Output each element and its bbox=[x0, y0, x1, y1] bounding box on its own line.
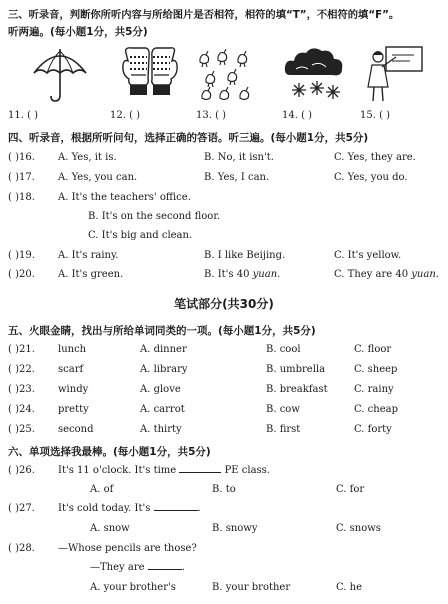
q22-option-b: B. umbrella bbox=[266, 364, 326, 375]
question-26-options bbox=[0, 484, 448, 500]
q18-option-a: A. It's the teachers' office. bbox=[58, 192, 191, 203]
q26-option-b: B. to bbox=[212, 484, 236, 495]
q27-number[interactable]: ( )27. bbox=[8, 503, 35, 514]
q20-option-a: A. It's green. bbox=[58, 269, 124, 280]
question-24 bbox=[0, 404, 448, 420]
chickens-icon bbox=[196, 45, 258, 103]
section3-instructions-line1: 三、听录音，判断你所听内容与所给图片是否相符，相符的填“T”，不相符的填“F”。 bbox=[8, 9, 400, 21]
q27-option-b: B. snowy bbox=[212, 523, 258, 534]
snowy-weather-icon bbox=[282, 45, 346, 103]
q17-option-c: C. Yes, you do. bbox=[334, 172, 408, 183]
q20-number[interactable]: ( )20. bbox=[8, 269, 35, 280]
answer-14[interactable]: 14. ( ) bbox=[282, 110, 313, 121]
q26-option-a: A. of bbox=[90, 484, 114, 495]
question-27 bbox=[0, 503, 448, 519]
q24-option-c: C. cheap bbox=[354, 404, 398, 415]
question-28 bbox=[0, 543, 448, 559]
q26-number[interactable]: ( )26. bbox=[8, 465, 35, 476]
q17-number[interactable]: ( )17. bbox=[8, 172, 35, 183]
q17-option-b: B. Yes, I can. bbox=[204, 172, 270, 183]
q28-blank[interactable] bbox=[148, 569, 182, 570]
q20-option-b: B. It's 40 yuan. bbox=[204, 269, 281, 280]
q22-option-a: A. library bbox=[140, 364, 188, 375]
q19-number[interactable]: ( )19. bbox=[8, 250, 35, 261]
question-20 bbox=[0, 269, 448, 285]
q19-option-a: A. It's rainy. bbox=[58, 250, 119, 261]
q28-option-b: B. your brother bbox=[212, 582, 291, 593]
mittens-icon bbox=[120, 45, 180, 103]
q18-option-b: B. It's on the second floor. bbox=[88, 211, 221, 222]
question-28-line2 bbox=[0, 562, 448, 578]
q27-blank[interactable] bbox=[154, 510, 198, 511]
section3-instructions-line2: 听两遍。(每小题1分，共5分) bbox=[8, 26, 148, 38]
question-18 bbox=[0, 192, 448, 208]
q26-stem: It's 11 o'clock. It's time PE class. bbox=[58, 465, 270, 476]
answer-12[interactable]: 12. ( ) bbox=[110, 110, 141, 121]
question-16 bbox=[0, 152, 448, 168]
q28-option-a: A. your brother's bbox=[90, 582, 176, 593]
answer-15[interactable]: 15. ( ) bbox=[360, 110, 391, 121]
q25-number[interactable]: ( )25. bbox=[8, 424, 35, 435]
q19-option-c: C. It's yellow. bbox=[334, 250, 402, 261]
q24-number[interactable]: ( )24. bbox=[8, 404, 35, 415]
question-27-options bbox=[0, 523, 448, 539]
q18-number[interactable]: ( )18. bbox=[8, 192, 35, 203]
q16-option-c: C. Yes, they are. bbox=[334, 152, 416, 163]
q21-option-a: A. dinner bbox=[140, 344, 187, 355]
q22-word: scarf bbox=[58, 364, 84, 375]
q24-option-b: B. cow bbox=[266, 404, 300, 415]
q21-number[interactable]: ( )21. bbox=[8, 344, 35, 355]
answer-13[interactable]: 13. ( ) bbox=[196, 110, 227, 121]
q28-stem: —Whose pencils are those? bbox=[58, 543, 197, 554]
q22-number[interactable]: ( )22. bbox=[8, 364, 35, 375]
question-23 bbox=[0, 384, 448, 400]
q25-option-c: C. forty bbox=[354, 424, 392, 435]
question-22 bbox=[0, 364, 448, 380]
q16-option-a: A. Yes, it is. bbox=[58, 152, 117, 163]
q26-option-c: C. for bbox=[336, 484, 365, 495]
q16-number[interactable]: ( )16. bbox=[8, 152, 35, 163]
section6-instructions: 六、单项选择我最棒。(每小题1分，共5分) bbox=[8, 446, 211, 458]
question-28-options bbox=[0, 582, 448, 598]
q23-option-c: C. rainy bbox=[354, 384, 394, 395]
q21-word: lunch bbox=[58, 344, 87, 355]
q27-option-c: C. snows bbox=[336, 523, 381, 534]
q20-option-c: C. They are 40 yuan. bbox=[334, 269, 439, 280]
umbrella-icon bbox=[30, 45, 90, 103]
q18-option-c: C. It's big and clean. bbox=[88, 230, 193, 241]
q27-stem: It's cold today. It's . bbox=[58, 503, 201, 514]
q23-word: windy bbox=[58, 384, 89, 395]
question-18-b bbox=[0, 211, 448, 227]
q27-option-a: A. snow bbox=[90, 523, 130, 534]
q25-option-a: A. thirty bbox=[140, 424, 182, 435]
section4-instructions: 四、听录音，根据所听问句，选择正确的答语。听三遍。(每小题1分，共5分) bbox=[8, 132, 369, 144]
q24-option-a: A. carrot bbox=[140, 404, 185, 415]
q28-line2: —They are . bbox=[90, 562, 185, 573]
q28-number[interactable]: ( )28. bbox=[8, 543, 35, 554]
q28-option-c: C. he bbox=[336, 582, 363, 593]
q26-blank[interactable] bbox=[179, 472, 221, 473]
question-19 bbox=[0, 250, 448, 266]
q17-option-a: A. Yes, you can. bbox=[58, 172, 138, 183]
q25-word: second bbox=[58, 424, 94, 435]
teacher-at-board-icon bbox=[362, 45, 424, 103]
section3-answer-row bbox=[0, 110, 448, 126]
question-21 bbox=[0, 344, 448, 360]
q23-option-b: B. breakfast bbox=[266, 384, 328, 395]
q25-option-b: B. first bbox=[266, 424, 301, 435]
q22-option-c: C. sheep bbox=[354, 364, 398, 375]
q21-option-c: C. floor bbox=[354, 344, 392, 355]
q23-option-a: A. glove bbox=[140, 384, 181, 395]
question-26 bbox=[0, 465, 448, 481]
question-18-c bbox=[0, 230, 448, 246]
q24-word: pretty bbox=[58, 404, 89, 415]
answer-11[interactable]: 11. ( ) bbox=[8, 110, 39, 121]
section5-instructions: 五、火眼金睛，找出与所给单词同类的一项。(每小题1分，共5分) bbox=[8, 325, 316, 337]
q16-option-b: B. No, it isn't. bbox=[204, 152, 274, 163]
question-17 bbox=[0, 172, 448, 188]
q19-option-b: B. I like Beijing. bbox=[204, 250, 286, 261]
q23-number[interactable]: ( )23. bbox=[8, 384, 35, 395]
question-25 bbox=[0, 424, 448, 440]
q21-option-b: B. cool bbox=[266, 344, 301, 355]
written-part-title: 笔试部分(共30分) bbox=[174, 297, 274, 311]
